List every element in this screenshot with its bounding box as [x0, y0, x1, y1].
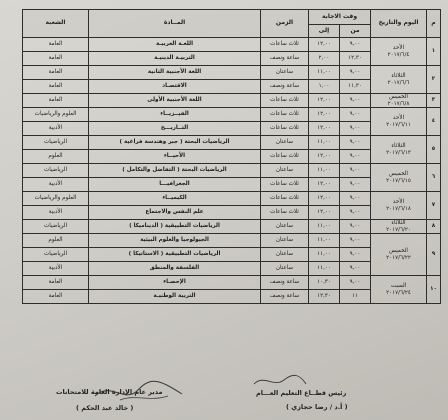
branch-cell: الأدبية [23, 178, 89, 192]
time-to: ١٢,٠٠ [309, 178, 340, 192]
branch-cell: العلوم والرياضيات [23, 108, 89, 122]
day-name: الخميس [389, 171, 408, 177]
duration-cell: ساعتان [261, 234, 309, 248]
subject-cell: الرياضيات التطبيقية ( الديناميكا ) [89, 220, 261, 234]
branch-cell: العامة [23, 290, 89, 304]
header-day-date: اليوم والتاريخ [371, 10, 427, 38]
exam-schedule-table [22, 9, 441, 304]
time-to: ١٢,٠٠ [309, 150, 340, 164]
table-row [23, 220, 441, 234]
time-from: ٩,٠٠ [340, 38, 371, 52]
time-to: ١١,٠٠ [309, 234, 340, 248]
group-day-date [371, 108, 427, 136]
group-number: ١ [427, 38, 441, 66]
exam-date: ٢٠١٧/٦/١٣ [386, 149, 411, 156]
group-day-date [371, 164, 427, 192]
time-from: ٩,٠٠ [340, 276, 371, 290]
day-name: الثلاثاء [391, 73, 406, 79]
subject-cell: الكيميــاء [89, 192, 261, 206]
time-from: ٩,٠٠ [340, 220, 371, 234]
time-from: ٩,٠٠ [340, 192, 371, 206]
signature-left-name: ( خالد عبد الحكم ) [76, 404, 134, 412]
branch-cell: العلوم [23, 150, 89, 164]
duration-cell: ثلاث ساعات [261, 94, 309, 108]
subject-cell: الفيــزيــاء [89, 108, 261, 122]
duration-cell: ساعة ونصف [261, 80, 309, 94]
exam-date: ٢٠١٧/٦/١٥ [386, 177, 411, 184]
exam-date: ٢٠١٧/٦/٨ [387, 100, 410, 107]
time-to: ١١,٠٠ [309, 220, 340, 234]
branch-cell: العلوم [23, 234, 89, 248]
time-to: ١١,٠٠ [309, 136, 340, 150]
group-number: ١٠ [427, 276, 441, 304]
table-row [23, 276, 441, 290]
duration-cell: ساعة ونصف [261, 52, 309, 66]
group-number: ٨ [427, 220, 441, 234]
branch-cell: الرياضيات [23, 136, 89, 150]
group-number: ٣ [427, 94, 441, 108]
time-from: ١٢,٣٠ [340, 52, 371, 66]
exam-date: ٢٠١٧/٦/١٨ [386, 205, 411, 212]
header-duration: الزمن [261, 10, 309, 38]
duration-cell: ثلاث ساعات [261, 192, 309, 206]
time-to: ١٢,٣٠ [309, 290, 340, 304]
subject-cell: علم النفس والاجتماع [89, 206, 261, 220]
day-name: الخميس [389, 248, 408, 254]
time-to: ١٢,٠٠ [309, 38, 340, 52]
subject-cell: اللغة الأجنبية الأولى [89, 94, 261, 108]
exam-date: ٢٠١٧/٦/٢٤ [386, 289, 411, 296]
table-row [23, 66, 441, 80]
branch-cell: العامة [23, 38, 89, 52]
exam-date: ٢٠١٧/٦/٦ [387, 79, 410, 86]
time-from: ٩,٠٠ [340, 206, 371, 220]
time-from: ٩,٠٠ [340, 178, 371, 192]
time-from: ٩,٠٠ [340, 234, 371, 248]
day-name: الثلاثاء [391, 143, 406, 149]
day-name: الخميس [389, 94, 408, 100]
table-row [23, 164, 441, 178]
duration-cell: ساعتان [261, 220, 309, 234]
group-day-date [371, 234, 427, 276]
time-from: ١١ [340, 290, 371, 304]
branch-cell: العامة [23, 80, 89, 94]
branch-cell: الأدبية [23, 206, 89, 220]
group-day-date [371, 66, 427, 94]
time-to: ١٢,٠٠ [309, 206, 340, 220]
table-row [23, 38, 441, 52]
exam-date: ٢٠١٧/٦/١١ [386, 121, 411, 128]
time-to: ١٠,٣٠ [309, 276, 340, 290]
time-to: ١٢,٠٠ [309, 192, 340, 206]
duration-cell: ثلاث ساعات [261, 38, 309, 52]
duration-cell: ساعتان [261, 136, 309, 150]
time-from: ٩,٠٠ [340, 248, 371, 262]
schedule-body [23, 38, 441, 304]
header-num: م [427, 10, 441, 38]
time-to: ١٢,٠٠ [309, 122, 340, 136]
branch-cell: الرياضيات [23, 220, 89, 234]
branch-cell: العامة [23, 66, 89, 80]
subject-cell: اللغة الأجنبية الثانية [89, 66, 261, 80]
day-name: السبت [390, 283, 407, 289]
subject-cell: التربيـة الدينيـة [89, 52, 261, 66]
day-name: الأحد [392, 45, 405, 51]
subject-cell: التربية الوطنيـة [89, 290, 261, 304]
subject-cell: الفلسفة والمنطق [89, 262, 261, 276]
duration-cell: ساعة ونصف [261, 276, 309, 290]
exam-date: ٢٠١٧/٦/٤ [387, 51, 410, 58]
table-row [23, 234, 441, 248]
duration-cell: ساعتان [261, 164, 309, 178]
duration-cell: ثلاث ساعات [261, 206, 309, 220]
header-subject: المــادة [89, 10, 261, 38]
time-to: ١٢,٠٠ [309, 94, 340, 108]
table-row [23, 94, 441, 108]
signature-right-name: ( أ.د / رضا حجازي ) [286, 403, 348, 411]
branch-cell: الأدبية [23, 262, 89, 276]
group-day-date [371, 136, 427, 164]
branch-cell: العامة [23, 276, 89, 290]
time-to: ١,٠٠ [309, 80, 340, 94]
time-to: ١١,٠٠ [309, 262, 340, 276]
time-from: ٩,٠٠ [340, 164, 371, 178]
group-number: ٦ [427, 164, 441, 192]
time-to: ١٢,٠٠ [309, 108, 340, 122]
header-from: من [340, 25, 371, 38]
header-to: إلى [309, 25, 340, 38]
subject-cell: الجيولوجيا والعلوم البيئية [89, 234, 261, 248]
time-from: ٩,٠٠ [340, 136, 371, 150]
branch-cell: العامة [23, 94, 89, 108]
group-number: ٥ [427, 136, 441, 164]
table-row [23, 108, 441, 122]
time-from: ٩,٠٠ [340, 150, 371, 164]
day-name: الأحد [392, 115, 405, 121]
branch-cell: الرياضيات [23, 248, 89, 262]
exam-date: ٢٠١٧/٦/٢٢ [386, 254, 411, 261]
header-answer-time: وقت الاجابة [309, 10, 371, 25]
group-day-date [371, 192, 427, 220]
group-day-date [371, 220, 427, 234]
subject-cell: الرياضيات البحتة ( جبر وهندسة فراغية ) [89, 136, 261, 150]
exam-date: ٢٠١٧/٦/٢٠ [386, 226, 411, 233]
group-day-date [371, 276, 427, 304]
time-to: ١١,٠٠ [309, 248, 340, 262]
time-from: ٩,٠٠ [340, 108, 371, 122]
group-day-date [371, 94, 427, 108]
time-from: ٩,٠٠ [340, 66, 371, 80]
day-name: الأحد [392, 199, 405, 205]
group-number: ٩ [427, 234, 441, 276]
branch-cell: العلوم والرياضيات [23, 192, 89, 206]
day-name: الثلاثاء [391, 220, 406, 226]
table-row [23, 192, 441, 206]
subject-cell: الإحصـاء [89, 276, 261, 290]
subject-cell: الرياضيات التطبيقية ( الاستاتيكا ) [89, 248, 261, 262]
time-from: ٩,٠٠ [340, 122, 371, 136]
subject-cell: الاقتصـاد [89, 80, 261, 94]
subject-cell: الجغرافيـــا [89, 178, 261, 192]
signature-mark-right [250, 372, 310, 390]
time-to: ١١,٠٠ [309, 164, 340, 178]
group-number: ٢ [427, 66, 441, 94]
signature-left-title: مدير عام الإدارة العامة للامتحانات [56, 388, 163, 396]
duration-cell: ساعتان [261, 66, 309, 80]
header-branch: الشعبة [23, 10, 89, 38]
duration-cell: ثلاث ساعات [261, 108, 309, 122]
group-number: ٤ [427, 108, 441, 136]
duration-cell: ثلاث ساعات [261, 150, 309, 164]
signature-right-title: رئيس قطــاع التعليم العـــام [256, 389, 347, 397]
subject-cell: التــاريـــخ [89, 122, 261, 136]
branch-cell: العامة [23, 52, 89, 66]
duration-cell: ثلاث ساعات [261, 122, 309, 136]
subject-cell: الرياضيات البحتة ( التفاضل والتكامل ) [89, 164, 261, 178]
time-from: ٩,٠٠ [340, 262, 371, 276]
group-day-date [371, 38, 427, 66]
branch-cell: الأدبية [23, 122, 89, 136]
subject-cell: الأحيــاء [89, 150, 261, 164]
table-row [23, 136, 441, 150]
duration-cell: ساعة ونصف [261, 290, 309, 304]
branch-cell: الرياضيات [23, 164, 89, 178]
duration-cell: ثلاث ساعات [261, 178, 309, 192]
subject-cell: اللغـة العربيـة [89, 38, 261, 52]
time-to: ١١,٠٠ [309, 66, 340, 80]
time-to: ٢,٠٠ [309, 52, 340, 66]
group-number: ٧ [427, 192, 441, 220]
duration-cell: ساعتان [261, 248, 309, 262]
time-from: ٩,٠٠ [340, 94, 371, 108]
duration-cell: ساعتان [261, 262, 309, 276]
time-from: ١١,٣٠ [340, 80, 371, 94]
